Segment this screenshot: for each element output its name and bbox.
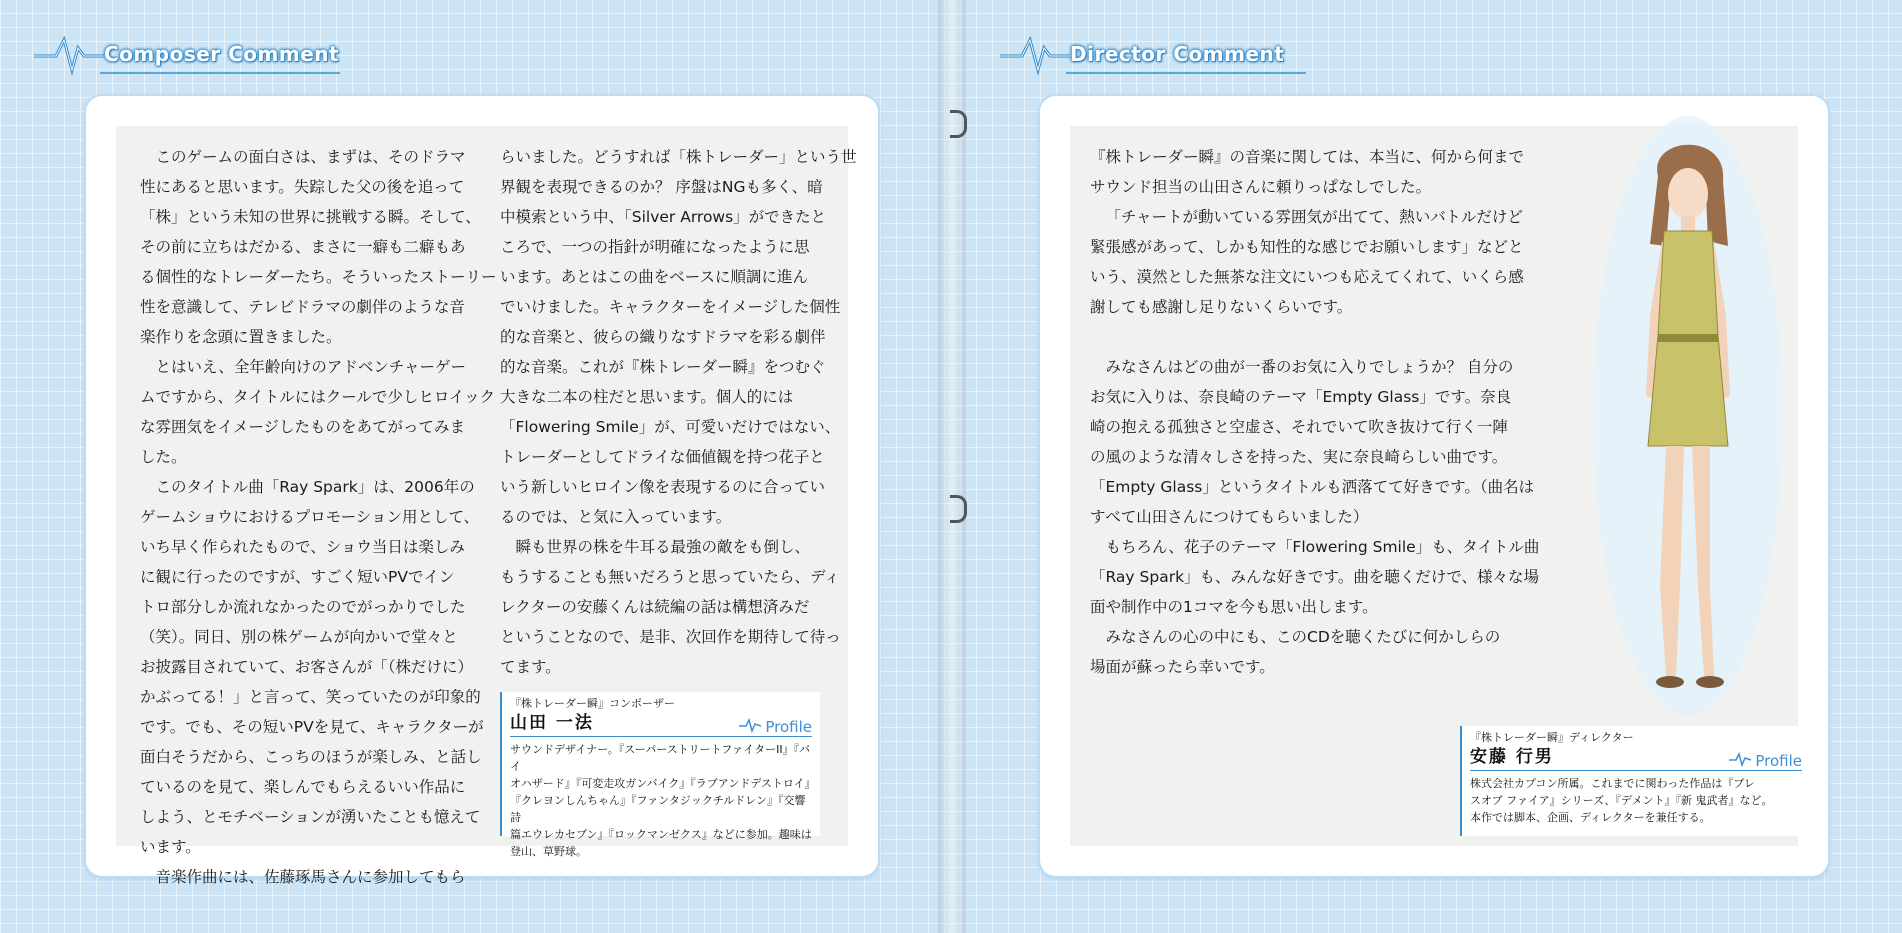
text-line: レクターの安藤くんは続編の話は構想済みだ (500, 598, 810, 616)
text-line: 的な音楽。これが『株トレーダー瞬』をつむぐ (500, 358, 826, 376)
text-line: 「Flowering Smile」が、可愛いだけではない、 (500, 418, 841, 436)
text-line: もうすることも無いだろうと思っていたら、ディ (500, 568, 840, 586)
text-line: る個性的なトレーダーたち。そういったストーリー (140, 268, 497, 286)
text-line: かぶってる！」と言って、笑っていたのが印象的 (140, 688, 481, 706)
text-line: 中模索という中、「Silver Arrows」ができたと (500, 208, 827, 226)
text-line: とはいえ、全年齢向けのアドベンチャーゲー (155, 358, 466, 376)
profile-desc-line: 株式会社カプコン所属。これまでに関わった作品は『ブレ (1470, 777, 1755, 790)
composer-panel (86, 96, 878, 886)
text-line: な雰囲気をイメージしたものをあてがってみま (140, 418, 466, 436)
heartbeat-wave-icon (34, 34, 104, 74)
text-line: いう新しいヒロイン像を表現するのに合ってい (500, 478, 826, 496)
composer-profile (500, 692, 820, 858)
text-line: の風のような清々しさを持った、実に奈良崎らしい曲です。 (1090, 448, 1508, 466)
text-line: 謝しても感謝し足りないくらいです。 (1090, 298, 1353, 316)
text-line: 楽作りを念頭に置きました。 (140, 328, 342, 346)
profile-desc-line: 篇エウレカセブン』『ロックマンゼクス』などに参加。趣味は (510, 828, 812, 841)
profile-name: 安藤 行男 (1470, 747, 1554, 767)
profile-desc-line: 登山、草野球。 (510, 845, 587, 858)
text-line: てます。 (500, 658, 561, 676)
text-line: いう、漠然とした無茶な注文にいつも応えてくれて、いくら感 (1090, 268, 1524, 286)
blank-line (1090, 322, 1610, 352)
profile-tag (1729, 752, 1802, 770)
profile-desc-line: オハザード』『可変走攻ガンバイク』『ラブアンドデストロイ』 (510, 777, 816, 790)
staple (950, 110, 967, 138)
composer-header (34, 34, 339, 74)
text-line: しよう、とモチベーションが湧いたことも憶えて (140, 808, 481, 826)
text-line: るのでは、と気に入っています。 (500, 508, 732, 526)
profile-role: 『株トレーダー瞬』コンポーザー (510, 697, 675, 710)
profile-desc-line: 本作では脚本、企画、ディレクターを兼任する。 (1470, 811, 1711, 824)
text-line: その前に立ちはだかる、まさに一癖も二癖もあ (140, 238, 466, 256)
text-line: サウンド担当の山田さんに頼りっぱなしでした。 (1090, 178, 1432, 196)
header-underline (1066, 72, 1306, 74)
text-line: 的な音楽と、彼らの織りなすドラマを彩る劇伴 (500, 328, 826, 346)
text-line: 緊張感があって、しかも知性的な感じでお願いします」などと (1090, 238, 1524, 256)
director-profile (1460, 726, 1810, 836)
character-illustration (1588, 116, 1788, 746)
text-line: 瞬も世界の株を牛耳る最強の敵をも倒し、 (515, 538, 811, 556)
profile-tag-label: Profile (1755, 752, 1802, 770)
composer-column-1 (140, 142, 510, 892)
text-line: 界観を表現できるのか？ 序盤はNGも多く、暗 (500, 178, 823, 196)
text-line: 性を意識して、テレビドラマの劇伴のような音 (140, 298, 465, 316)
text-line: います。 (140, 838, 201, 856)
text-line: もちろん、花子のテーマ「Flowering Smile」も、タイトル曲 (1105, 538, 1540, 556)
text-line: すべて山田さんにつけてもらいました） (1090, 508, 1369, 526)
profile-tag (739, 718, 812, 736)
text-line: 「株」という未知の世界に挑戦する瞬。そして、 (140, 208, 481, 226)
profile-divider (1470, 770, 1802, 771)
profile-description (1470, 775, 1802, 826)
text-line: ころで、一つの指針が明確になったように思 (500, 238, 810, 256)
director-header (1000, 34, 1284, 74)
text-line: した。 (140, 448, 187, 466)
text-line: 『株トレーダー瞬』の音楽に関しては、本当に、何から何まで (1090, 148, 1525, 166)
text-line: お気に入りは、奈良崎のテーマ「Empty Glass」です。奈良 (1090, 388, 1512, 406)
text-line: お披露目されていて、お客さんが「（株だけに） (140, 658, 473, 676)
header-underline (100, 72, 340, 74)
director-header-title: Director Comment (1070, 42, 1285, 66)
text-line: みなさんの心の中にも、このCDを聴くたびに何かしらの (1105, 628, 1501, 646)
text-line: いち早く作られたもので、ショウ当日は楽しみ (140, 538, 465, 556)
profile-role: 『株トレーダー瞬』ディレクター (1470, 731, 1634, 744)
text-line: 場面が蘇ったら幸いです。 (1090, 658, 1275, 676)
text-line: 崎の抱える孤独さと空虚さ、それでいて吹き抜けて行く一陣 (1090, 418, 1508, 436)
text-line: ムですから、タイトルにはクールで少しヒロイック (140, 388, 496, 406)
profile-desc-line: サウンドデザイナー。『スーパーストリートファイターII』『バイ (510, 743, 811, 773)
text-line: に観に行ったのですが、すごく短いPVでイン (140, 568, 455, 586)
text-line: です。でも、その短いPVを見て、キャラクターが (140, 718, 484, 736)
composer-header-title: Composer Comment (104, 42, 340, 66)
text-line: （笑）。同日、別の株ゲームが向かいで堂々と (140, 628, 458, 646)
composer-column-2 (500, 142, 860, 682)
staple (950, 495, 967, 523)
text-line: ゲームショウにおけるプロモーション用として、 (140, 508, 480, 526)
text-line: このタイトル曲「Ray Spark」は、2006年の (155, 478, 475, 496)
text-line: 「Empty Glass」というタイトルも洒落てて好きです。（曲名は (1090, 478, 1535, 496)
profile-tag-label: Profile (765, 718, 812, 736)
profile-desc-line: スオブ ファイア』シリーズ、『デメント』『新 鬼武者』など。 (1470, 794, 1773, 807)
heartbeat-wave-icon (1729, 752, 1751, 766)
text-line: 「チャートが動いている雰囲気が出てて、熱いバトルだけど (1105, 208, 1523, 226)
text-line: 性にあると思います。失踪した父の後を追って (140, 178, 465, 196)
profile-desc-line: 『クレヨンしんちゃん』『ファンタジックチルドレン』『交響詩 (510, 794, 806, 824)
text-line: ているのを見て、楽しんでもらえるいい作品に (140, 778, 466, 796)
text-line: トレーダーとしてドライな価値観を持つ花子と (500, 448, 825, 466)
profile-name: 山田 一法 (510, 713, 594, 733)
text-line: 大きな二本の柱だと思います。個人的には (500, 388, 794, 406)
text-line: 「Ray Spark」も、みんな好きです。曲を聴くだけで、様々な場 (1090, 568, 1540, 586)
text-line: このゲームの面白さは、まずは、そのドラマ (155, 148, 466, 166)
text-line: 音楽作曲には、佐藤琢馬さんに参加してもら (155, 868, 466, 886)
text-line: みなさんはどの曲が一番のお気に入りでしょうか？ 自分の (1105, 358, 1514, 376)
text-line: でいけました。キャラクターをイメージした個性 (500, 298, 841, 316)
profile-description (510, 741, 816, 860)
director-column (1090, 142, 1610, 682)
director-panel (1040, 96, 1828, 876)
text-line: 面白そうだから、こっちのほうが楽しみ、と話し (140, 748, 482, 766)
text-line: らいました。どうすれば「株トレーダー」という世 (500, 148, 857, 166)
heartbeat-wave-icon (739, 718, 761, 732)
heartbeat-wave-icon (1000, 34, 1070, 74)
text-line: 面や制作中の1コマを今も思い出します。 (1090, 598, 1378, 616)
text-line: ということなので、是非、次回作を期待して待っ (500, 628, 841, 646)
booklet-spine (938, 0, 966, 933)
profile-divider (510, 736, 812, 737)
text-line: います。あとはこの曲をベースに順調に進ん (500, 268, 808, 286)
text-line: トロ部分しか流れなかったのでがっかりでした (140, 598, 466, 616)
